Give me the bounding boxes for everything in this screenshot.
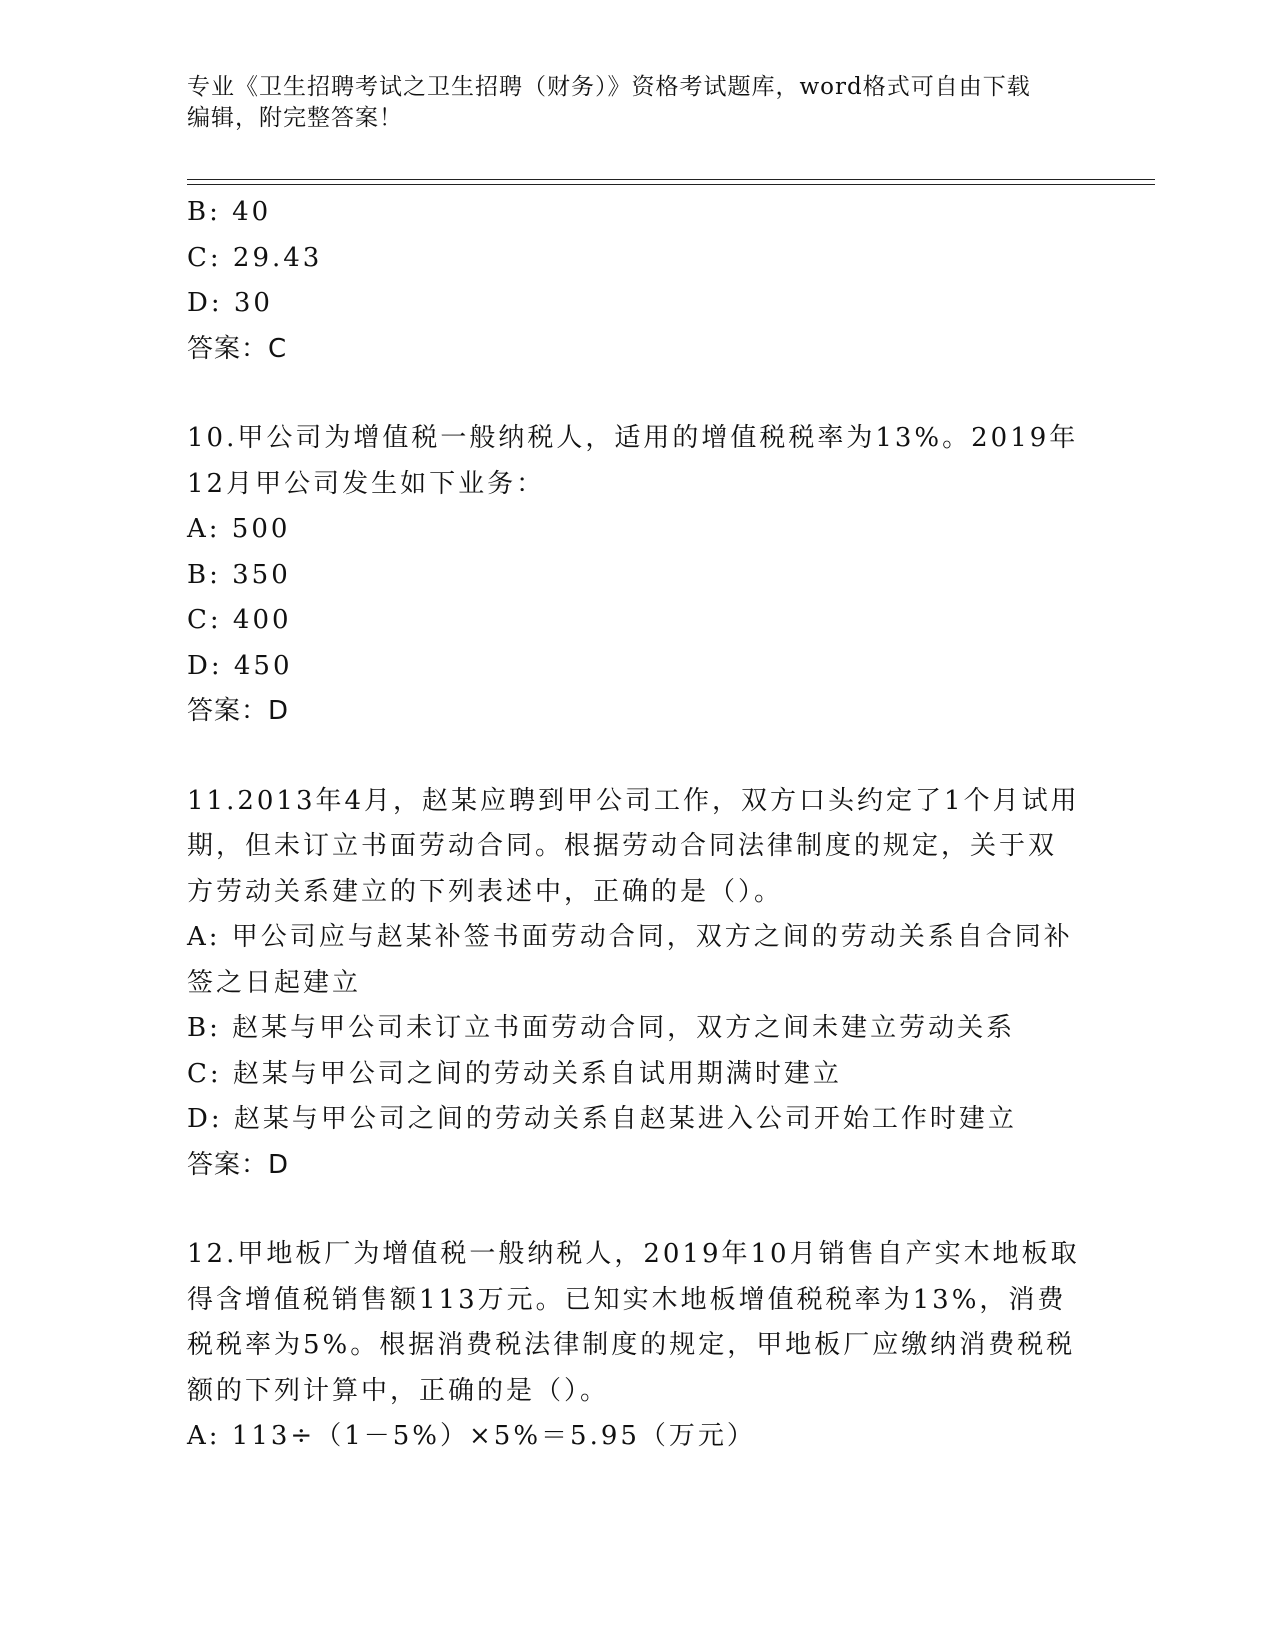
header-divider-top	[187, 179, 1155, 180]
question-11-stem-1: 11.2013年4月，赵某应聘到甲公司工作，双方口头约定了1个月试用	[187, 785, 1080, 816]
question-12-stem-1: 12.甲地板厂为增值税一般纳税人，2019年10月销售自产实木地板取	[187, 1239, 1080, 1269]
question-12-stem-2: 得含增值税销售额113万元。已知实木地板增值税税率为13%，消费	[187, 1284, 1067, 1315]
header-line-1: 专业《卫生招聘考试之卫生招聘（财务）》资格考试题库，word格式可自由下载	[187, 74, 1031, 100]
option-b: B: 40	[187, 197, 272, 227]
option-c: C: 29.43	[187, 242, 323, 273]
option-b: B: 350	[187, 559, 291, 590]
header-divider-bottom	[187, 184, 1155, 185]
question-11-stem-3: 方劳动关系建立的下列表述中，正确的是（）。	[187, 876, 784, 907]
option-d: D: 赵某与甲公司之间的劳动关系自赵某进入公司开始工作时建立	[187, 1104, 1017, 1134]
option-d: D: 30	[187, 288, 273, 318]
option-c: C: 赵某与甲公司之间的劳动关系自试用期满时建立	[187, 1058, 842, 1089]
option-a: A: 113÷（1－5%）×5%＝5.95（万元）	[187, 1421, 756, 1451]
question-10-stem-2: 12月甲公司发生如下业务：	[187, 468, 546, 499]
question-content	[187, 190, 1087, 1460]
question-10-stem-1: 10.甲公司为增值税一般纳税人，适用的增值税税率为13%。2019年	[187, 423, 1079, 453]
option-a: A: 甲公司应与赵某补签书面劳动合同，双方之间的劳动关系自合同补	[187, 922, 1073, 952]
question-11-stem-2: 期，但未订立书面劳动合同。根据劳动合同法律制度的规定，关于双	[187, 831, 1058, 861]
question-12-stem-3: 税税率为5%。根据消费税法律制度的规定，甲地板厂应缴纳消费税税	[187, 1330, 1076, 1360]
option-b: B: 赵某与甲公司未订立书面劳动合同，双方之间未建立劳动关系	[187, 1013, 1016, 1043]
option-a: A: 500	[187, 514, 291, 544]
question-12-stem-4: 额的下列计算中，正确的是（）。	[187, 1375, 610, 1406]
document-header	[187, 72, 1067, 134]
answer-line: 答案：D	[187, 1149, 290, 1180]
option-a-continued: 签之日起建立	[187, 967, 362, 998]
header-line-2: 编辑，附完整答案！	[187, 105, 403, 131]
answer-line: 答案：C	[187, 333, 288, 364]
option-c: C: 400	[187, 605, 292, 635]
option-d: D: 450	[187, 650, 293, 681]
answer-line: 答案：D	[187, 696, 290, 726]
